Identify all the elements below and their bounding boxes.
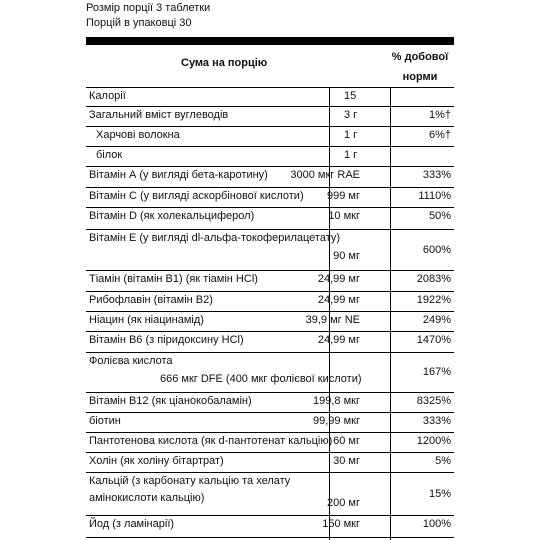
nutrient-amount: 10 мкг [328,210,360,222]
nutrient-daily-value: 1470% [416,334,451,346]
table-row [86,432,454,453]
nutrient-amount: 39,9 мг NE [305,314,360,326]
nutrient-name: біотин [89,415,121,427]
nutrient-name: Вітамін С (у вигляді аскорбінової кислоти) [89,190,304,202]
nutrient-amount: 90 мг [333,250,360,262]
nutrient-daily-value: 1%† [428,109,451,121]
table-row [86,515,454,538]
nutrient-name: білок [96,149,123,161]
table-row [86,452,454,473]
nutrient-daily-value: 1922% [416,294,451,306]
nutrient-daily-value: 1110% [418,190,451,202]
nutrient-name: Калорії [89,90,126,102]
nutrient-daily-value: 100% [422,518,451,530]
nutrient-name: Вітамін D (як холекальциферол) [89,210,255,222]
nutrient-name: Загальний вміст вуглеводів [89,109,229,121]
nutrient-amount: 3 г [344,109,358,121]
nutrient-amount: 24,99 мг [317,334,360,346]
table-row [86,87,454,107]
table-header [86,45,454,88]
nutrient-daily-value: 8325% [416,395,451,407]
nutrient-name: Вітамін А (у вигляді бета-каротину) [89,169,268,181]
daily-value-heading: % добової норми [391,51,449,83]
nutrient-amount: 199,8 мкг [313,395,360,407]
nutrient-daily-value: 50% [428,210,451,222]
nutrient-name: Вітамін В12 (як ціанокобаламін) [89,395,252,407]
nutrient-amount: 666 мкг DFE (400 мкг фолієвої кислоти) [160,373,362,385]
nutrient-daily-value: 1200% [416,435,451,447]
nutrient-name-continued: амінокислоти кальцію) [89,492,205,504]
nutrient-amount: 99,99 мкг [313,415,360,427]
table-row [86,472,454,516]
nutrient-amount: 200 мг [327,497,360,509]
nutrient-daily-value: 249% [422,314,451,326]
nutrient-name: Вітамін В6 (з піридоксину HCl) [89,334,244,346]
thick-divider [86,37,454,45]
nutrient-name: Ніацин (як ніацинамід) [89,314,204,326]
table-row [86,331,454,353]
nutrient-amount: 1 г [344,129,358,141]
nutrient-name: Холін (як холіну бітартрат) [89,455,224,467]
nutrient-name: Харчові волокна [96,129,180,141]
nutrient-daily-value: 6%† [428,129,451,141]
nutrient-name: Тіамін (вітамін В1) (як тіамін HCl) [89,273,258,285]
nutrient-amount: 60 мг [333,435,360,447]
nutrient-daily-value: 600% [422,243,451,256]
table-row [86,412,454,433]
nutrient-daily-value: 15% [428,487,451,500]
table-row [86,166,454,188]
table-row [86,352,454,393]
table-row [86,207,454,230]
table-row [86,291,454,312]
nutrient-daily-value: 167% [422,366,451,378]
nutrient-amount: 15 [344,90,357,102]
table-row [86,392,454,413]
nutrient-amount: 30 мг [333,455,360,467]
table-row [86,311,454,332]
amount-per-serving-heading: Сума на порцію [181,57,268,69]
nutrient-daily-value: 2083% [416,273,451,285]
table-row [86,146,454,167]
nutrient-daily-value: 333% [422,169,451,181]
serving-size: Розмір порції 3 таблетки [86,2,211,14]
nutrient-name: Рибофлавін (вітамін В2) [89,294,213,306]
supplement-facts-panel [86,0,454,540]
table-row [86,126,454,147]
nutrient-name: Фолієва кислота [89,355,173,367]
nutrient-name: Вітамін Е (у вигляді dl-альфа-токоферилацетату) [89,232,341,244]
nutrient-name: Кальцій (з карбонату кальцію та хелату [89,475,291,487]
servings-per-container: Порцій в упаковці 30 [86,17,192,29]
nutrient-amount: 3000 мкг RAE [290,169,360,181]
table-row [86,106,454,127]
nutrient-amount: 999 мг [327,190,360,202]
nutrient-amount: 24,99 мг [317,294,360,306]
nutrient-amount: 1 г [344,149,358,161]
nutrient-name: Пантотенова кислота (як d-пантотенат кальцію) [89,435,333,447]
table-row [86,270,454,292]
nutrient-name: Йод (з ламінарії) [89,518,175,530]
nutrient-daily-value: 5% [435,455,451,467]
nutrient-daily-value: 333% [422,415,451,427]
nutrient-amount: 24,99 мг [317,273,360,285]
table-row [86,187,454,208]
table-row [86,229,454,271]
nutrient-amount: 150 мкг [322,518,360,530]
